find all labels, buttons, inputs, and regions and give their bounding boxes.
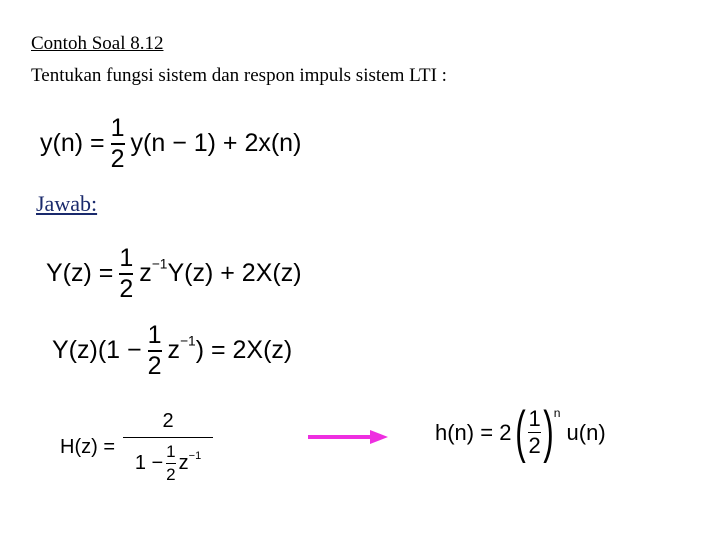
eq1-rest: y(n − 1) + 2x(n) — [130, 129, 302, 158]
eq4-den-den: 2 — [166, 465, 176, 485]
eq2-rest: Y(z) + 2X(z) — [167, 259, 302, 288]
eq2-z: $z^{-1}$ — [139, 256, 168, 288]
factored-equation — [52, 323, 292, 379]
eq5-lhs: h(n) = 2 — [435, 419, 512, 445]
eq3-fraction — [148, 323, 162, 379]
system-function — [60, 410, 213, 485]
eq4-denominator — [135, 442, 201, 485]
eq3-den: 2 — [147, 351, 162, 380]
eq2-lhs: Y(z) = — [46, 259, 114, 288]
eq2-den: 2 — [119, 274, 134, 303]
answer-label: Jawab: — [36, 191, 98, 216]
problem-statement: Tentukan fungsi sistem dan respon impuls sistem LTI : — [31, 65, 447, 86]
z-transform-equation — [46, 246, 302, 302]
eq2-exp: −1 — [151, 256, 168, 272]
eq4-exp: −1 — [188, 450, 202, 463]
eq5-den: 2 — [528, 433, 541, 459]
eq5-exp: n — [553, 406, 561, 420]
difference-equation — [40, 116, 301, 172]
eq5-close-paren: ) — [543, 400, 554, 464]
eq4-lhs: H(z) = — [60, 436, 115, 459]
arrow-right-icon — [308, 428, 388, 446]
impulse-response — [435, 400, 606, 464]
eq5-rest: u(n) — [566, 419, 606, 445]
eq5-open-paren: ( — [515, 400, 527, 464]
eq4-num: 2 — [162, 410, 174, 432]
eq1-fraction — [111, 116, 125, 172]
eq4-z: $z^{-1}$ — [178, 450, 202, 475]
eq4-fraction — [123, 410, 213, 485]
eq5-fraction — [528, 405, 541, 459]
eq3-exp: −1 — [180, 333, 196, 349]
eq1-lhs: y(n) = — [40, 129, 105, 158]
eq1-den: 2 — [110, 144, 125, 173]
eq5-num: 1 — [528, 405, 541, 431]
eq4-den-fraction — [166, 442, 175, 485]
eq3-rest: ) = 2X(z) — [195, 336, 293, 365]
eq1-num: 1 — [110, 114, 125, 142]
problem-title: Contoh Soal 8.12 — [31, 33, 164, 54]
eq2-fraction — [119, 246, 133, 302]
eq4-den-num: 1 — [166, 442, 176, 462]
eq3-z: $z^{-1}$ — [167, 333, 196, 365]
eq2-num: 1 — [119, 244, 134, 272]
eq3-lhs: Y(z)(1 − — [52, 336, 142, 365]
eq4-den-pre: 1 − — [134, 452, 164, 475]
eq3-num: 1 — [147, 321, 162, 349]
